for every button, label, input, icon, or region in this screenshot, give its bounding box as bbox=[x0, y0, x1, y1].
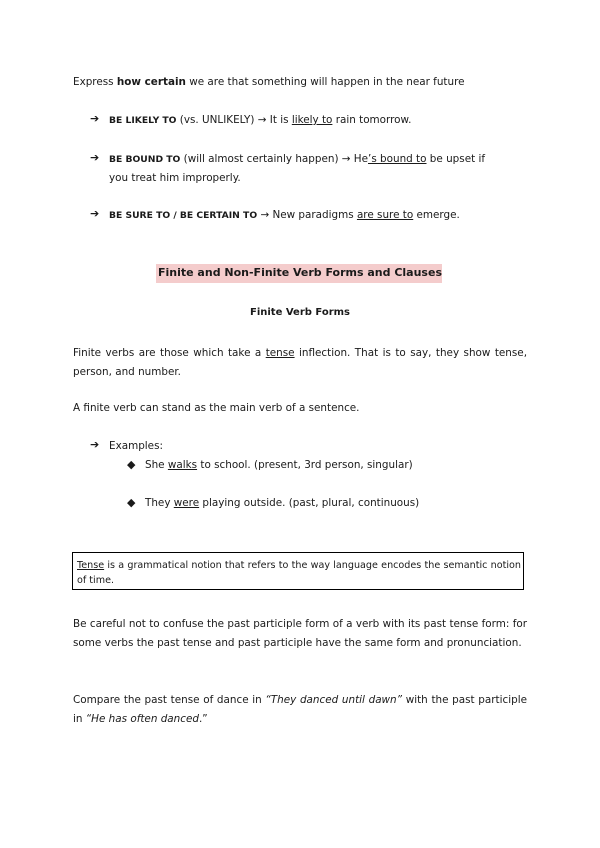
arrow-bullet-icon: ➔ bbox=[90, 438, 100, 451]
example-item: They were playing outside. (past, plural, continuous) bbox=[145, 497, 420, 509]
intro-line: Express how certain we are that something will happen in the near future bbox=[73, 76, 465, 88]
bullet-head: BE LIKELY TO bbox=[109, 115, 177, 126]
paragraph-main-verb: A finite verb can stand as the main verb of a sentence. bbox=[73, 402, 360, 414]
intro-emphasis: how certain bbox=[116, 76, 186, 88]
bullet-sure: BE SURE TO / BE CERTAIN TO → New paradigms are sure to emerge. bbox=[109, 209, 460, 221]
bullet-bound: BE BOUND TO (will almost certainly happen) → He’s bound to be upset if bbox=[109, 153, 486, 165]
tense-note: Tense is a grammatical notion that refers to the way language encodes the semantic notion of time. bbox=[77, 560, 521, 586]
paragraph-finite-definition: Finite verbs are those which take a tense inflection. That is to say, they show tense, person, and number. bbox=[73, 347, 528, 378]
subsection-title: Finite Verb Forms bbox=[250, 307, 350, 318]
example-item: She walks to school. (present, 3rd person, singular) bbox=[145, 459, 413, 471]
paragraph-compare: Compare the past tense of dance in “They danced until dawn” with the past participle in “He has often danced.” bbox=[73, 694, 527, 725]
diamond-bullet-icon: ◆ bbox=[127, 458, 136, 471]
arrow-bullet-icon: ➔ bbox=[90, 151, 100, 164]
bullet-bound-continuation: you treat him improperly. bbox=[109, 172, 241, 184]
bullet-likely: BE LIKELY TO (vs. UNLIKELY) → It is likely to rain tomorrow. bbox=[109, 114, 412, 126]
paragraph-participle-warning: Be careful not to confuse the past participle form of a verb with its past tense form: for some verbs the past tense and past participle have the same form and pronunciation. bbox=[73, 618, 527, 649]
bullet-head: BE SURE TO / BE CERTAIN TO bbox=[109, 210, 258, 221]
bullet-head: BE BOUND TO bbox=[109, 154, 181, 165]
arrow-bullet-icon: ➔ bbox=[90, 112, 100, 125]
examples-label: Examples: bbox=[109, 440, 163, 452]
diamond-bullet-icon: ◆ bbox=[127, 496, 136, 509]
section-title: Finite and Non-Finite Verb Forms and Clauses bbox=[158, 266, 442, 279]
arrow-bullet-icon: ➔ bbox=[90, 207, 100, 220]
